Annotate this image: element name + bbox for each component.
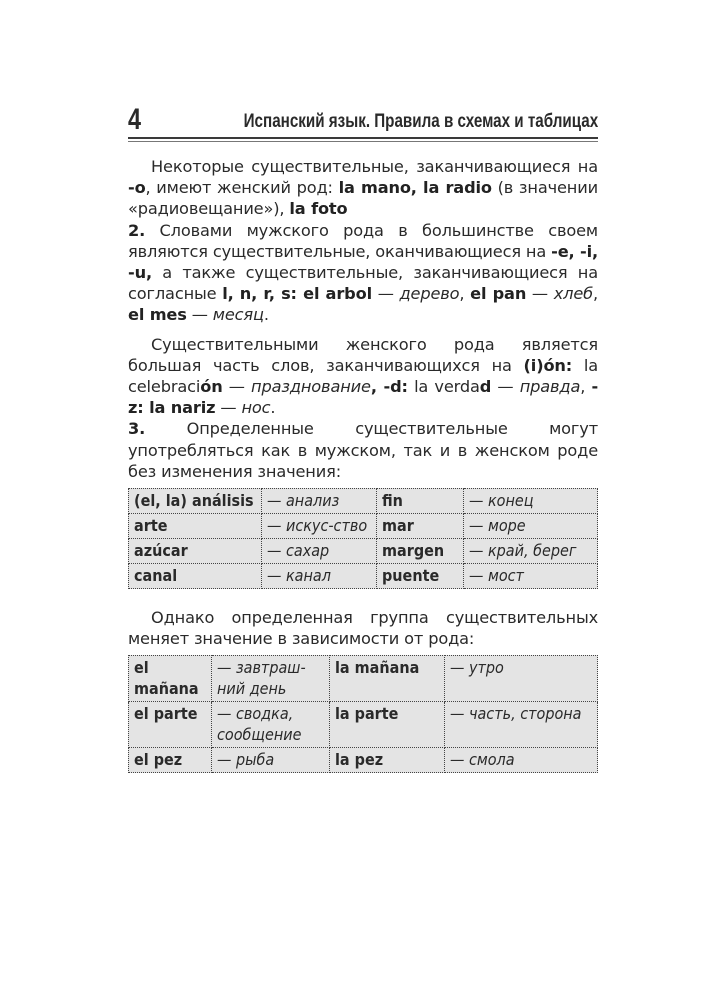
- translation: месяц: [212, 305, 264, 325]
- example: el mes: [128, 305, 187, 325]
- text: Определенные существительные могут употребляться как в мужском, так и в женском роде без изменения значения:: [128, 419, 598, 481]
- ending: ón: [200, 377, 223, 397]
- header-rule-thin: [128, 141, 598, 142]
- text: —: [222, 377, 252, 397]
- paragraph-common-gender: [128, 418, 598, 482]
- spanish-term-cell: azúcar: [129, 539, 262, 564]
- spanish-term-cell: margen: [377, 539, 464, 564]
- text: —: [491, 377, 520, 397]
- translation-cell: — анализ: [262, 489, 377, 514]
- book-page: [128, 105, 598, 773]
- text: .: [263, 305, 269, 325]
- translation: правда: [519, 377, 581, 397]
- header-rule: [128, 137, 598, 139]
- ending: -z:: [128, 377, 599, 418]
- paragraph-feminine-o: [128, 156, 598, 220]
- table-row: [129, 656, 598, 702]
- rule-number: 2.: [128, 220, 146, 240]
- ending: -o: [128, 178, 146, 198]
- translation: хлеб: [553, 284, 593, 304]
- table-row: [129, 748, 598, 773]
- example: la mano, la radio: [338, 178, 492, 198]
- translation-cell: — сводка, сообщение: [212, 702, 330, 748]
- consonants: l, n, r, s:: [222, 284, 297, 304]
- spanish-term-cell: arte: [129, 514, 262, 539]
- spanish-term-cell: fin: [377, 489, 464, 514]
- text: а также существительные, заканчивающиеся на согласные: [128, 263, 598, 304]
- endings: -e, -i, -u,: [128, 241, 598, 283]
- running-title: Испанский язык. Правила в схемах и таблицах: [243, 111, 598, 132]
- translation-cell: — море: [464, 514, 598, 539]
- text: la celebraci: [128, 355, 598, 397]
- text: Однако определенная группа существительных меняет значение в зависимости от рода:: [128, 608, 598, 649]
- text: (в значении «радиовещание»),: [128, 178, 598, 219]
- table-row: [129, 564, 598, 589]
- spanish-term-cell: puente: [377, 564, 464, 589]
- spanish-term-cell: la mañana: [330, 656, 445, 702]
- spanish-term-cell: mar: [377, 514, 464, 539]
- rule-number: 3.: [128, 419, 146, 439]
- translation-cell: — утро: [445, 656, 598, 702]
- text: Словами мужского рода в большинстве своем являются существительные, оканчивающиеся на: [128, 220, 598, 261]
- spanish-term-cell: el mañana: [129, 656, 212, 702]
- translation: нос: [241, 398, 271, 418]
- meaning-change-table: [128, 655, 598, 773]
- translation-cell: — смола: [445, 748, 598, 773]
- example: el arbol: [296, 284, 372, 304]
- spanish-term-cell: el pez: [129, 748, 212, 773]
- translation-cell: — завтраш-ний день: [212, 656, 330, 702]
- paragraph-masculine-rule: [128, 220, 598, 326]
- translation-cell: — край, берег: [464, 539, 598, 564]
- text: —: [186, 305, 213, 325]
- example: la foto: [289, 199, 348, 219]
- translation-cell: — искус-ство: [262, 514, 377, 539]
- ending: , -d:: [370, 377, 408, 397]
- table-row: [129, 514, 598, 539]
- text: .: [270, 398, 276, 418]
- paragraph-feminine-rule: [128, 334, 598, 419]
- common-gender-table: [128, 488, 598, 589]
- example: la nariz: [143, 398, 216, 418]
- spanish-term-cell: la pez: [330, 748, 445, 773]
- translation-cell: — конец: [464, 489, 598, 514]
- translation-cell: — часть, сторона: [445, 702, 598, 748]
- text: —: [526, 284, 554, 304]
- text: , имеют женский род:: [145, 178, 339, 198]
- translation-cell: — рыба: [212, 748, 330, 773]
- example: el pan: [470, 284, 527, 304]
- paragraph-meaning-change: [128, 607, 598, 649]
- text: ,: [459, 284, 471, 304]
- spanish-term-cell: canal: [129, 564, 262, 589]
- text: la verda: [407, 377, 480, 397]
- page-number: 4: [128, 103, 142, 136]
- translation: празднование: [251, 377, 371, 397]
- spanish-term-cell: (el, la) análisis: [129, 489, 262, 514]
- translation-cell: — мост: [464, 564, 598, 589]
- ending: (i)ón:: [523, 355, 573, 375]
- table-row: [129, 489, 598, 514]
- translation-cell: — канал: [262, 564, 377, 589]
- text: —: [371, 284, 400, 304]
- translation-cell: — сахар: [262, 539, 377, 564]
- text: Некоторые существительные, заканчивающиеся на: [151, 157, 598, 176]
- ending: d: [479, 377, 492, 397]
- text: Существительными женского рода является большая часть слов, заканчивающихся на: [128, 334, 598, 375]
- table-row: [129, 702, 598, 748]
- spanish-term-cell: la parte: [330, 702, 445, 748]
- page-header: [128, 105, 598, 135]
- spanish-term-cell: el parte: [129, 702, 212, 748]
- text: —: [215, 398, 242, 418]
- table-row: [129, 539, 598, 564]
- text: ,: [592, 284, 598, 304]
- text: ,: [580, 377, 592, 397]
- translation: дерево: [399, 284, 460, 304]
